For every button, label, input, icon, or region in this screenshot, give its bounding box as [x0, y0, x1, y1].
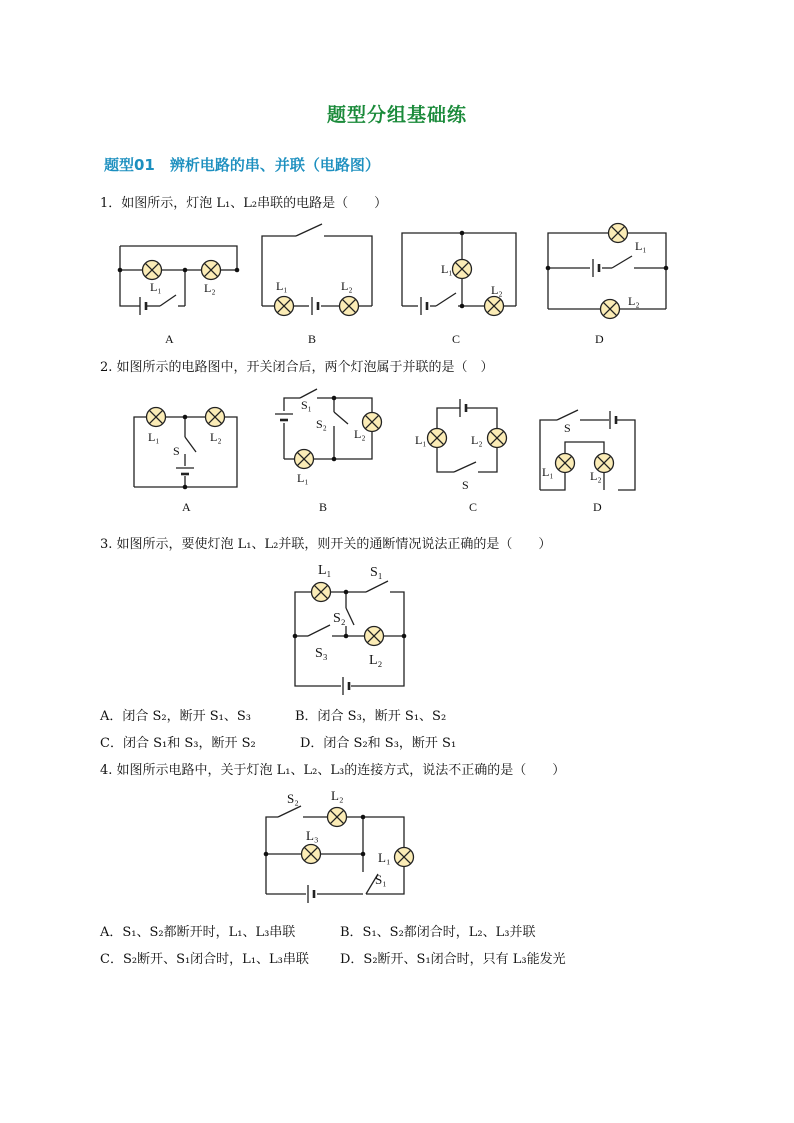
q3-option-a[interactable]: A．闭合 S₂，断开 S₁、S₃ — [100, 709, 252, 724]
q2d-l2-label: L₂ — [590, 469, 602, 483]
q1-caption-a[interactable]: A — [165, 332, 174, 346]
q1-circuit-a — [120, 246, 237, 306]
q3-l2-label: L₂ — [369, 653, 383, 668]
q1c-l1-label: L₁ — [441, 262, 453, 276]
q1b-l2-label: L₂ — [341, 279, 353, 293]
q2c-l1-label: L₁ — [415, 433, 427, 447]
q3-s3-label: S₃ — [315, 646, 328, 661]
q2c-l2-label: L₂ — [471, 433, 483, 447]
q1-circuit-d — [548, 233, 666, 309]
q2d-s-label: S — [564, 421, 571, 435]
q4-option-c[interactable]: C．S₂断开、S₁闭合时，L₁、L₃串联 — [100, 952, 309, 967]
q2c-s-label: S — [462, 478, 469, 492]
q2b-l2-label: L₂ — [354, 427, 366, 441]
question-3-text: 3. 如图所示，要使灯泡 L₁、L₂并联，则开关的通断情况说法正确的是（ ） — [100, 537, 552, 552]
question-1-text: 1．如图所示，灯泡 L₁、L₂串联的电路是（ ） — [100, 196, 388, 211]
q2-circuit-b — [284, 389, 372, 459]
q4-option-b[interactable]: B．S₁、S₂都闭合时，L₂、L₃并联 — [340, 925, 536, 940]
q2-caption-b[interactable]: B — [319, 500, 328, 514]
q2-caption-d[interactable]: D — [593, 500, 602, 514]
section-heading: 题型01 辨析电路的串、并联（电路图） — [104, 156, 380, 174]
q2b-l1-label: L₁ — [297, 471, 309, 485]
q4-l2-label: L₂ — [331, 788, 344, 803]
q1-caption-d[interactable]: D — [595, 332, 604, 346]
q1-caption-b[interactable]: B — [308, 332, 317, 346]
q3-circuit — [295, 581, 404, 686]
q2b-s1-label: S₁ — [301, 398, 312, 412]
q2a-l1-label: L₁ — [148, 430, 160, 444]
q2a-l2-label: L₂ — [210, 430, 222, 444]
q1a-l2-label: L₂ — [204, 281, 216, 295]
q1a-l1-label: L₁ — [150, 280, 162, 294]
q3-s1-label: S₁ — [370, 565, 383, 580]
q3-option-d[interactable]: D．闭合 S₂和 S₃，断开 S₁ — [300, 736, 457, 751]
q4-option-a[interactable]: A．S₁、S₂都断开时，L₁、L₃串联 — [100, 925, 296, 940]
q2-caption-c[interactable]: C — [469, 500, 478, 514]
q2a-s-label: S — [173, 444, 180, 458]
q3-option-b[interactable]: B．闭合 S₃，断开 S₁、S₂ — [295, 709, 447, 724]
q3-l1-label: L₁ — [318, 563, 332, 578]
question-4-text: 4. 如图所示电路中，关于灯泡 L₁、L₂、L₃的连接方式，说法不正确的是（ ） — [100, 763, 566, 778]
q2-circuit-a — [134, 417, 237, 487]
q2-circuit-d — [540, 410, 635, 490]
q1b-l1-label: L₁ — [276, 279, 288, 293]
q1c-l2-label: L₂ — [491, 283, 503, 297]
q3-option-c[interactable]: C．闭合 S₁和 S₃，断开 S₂ — [100, 736, 256, 751]
q4-option-d[interactable]: D．S₂断开、S₁闭合时，只有 L₃能发光 — [340, 952, 566, 967]
q2-caption-a[interactable]: A — [182, 500, 191, 514]
q1-circuit-b — [262, 224, 372, 306]
q4-l1-label: L₁ — [378, 850, 391, 865]
q1-caption-c[interactable]: C — [452, 332, 461, 346]
q4-l3-label: L₃ — [306, 828, 319, 843]
q1d-l2-label: L₂ — [628, 294, 640, 308]
q3-s2-label: S₂ — [333, 611, 346, 626]
q2b-s2-label: S₂ — [316, 417, 327, 431]
q4-s2-label: S₂ — [287, 791, 299, 806]
q4-s1-label: S₁ — [375, 872, 387, 887]
q1d-l1-label: L₁ — [635, 239, 647, 253]
q2d-l1-label: L₁ — [542, 465, 554, 479]
question-2-text: 2. 如图所示的电路图中，开关闭合后，两个灯泡属于并联的是（ ） — [100, 360, 494, 375]
page-title: 题型分组基础练 — [326, 104, 467, 126]
